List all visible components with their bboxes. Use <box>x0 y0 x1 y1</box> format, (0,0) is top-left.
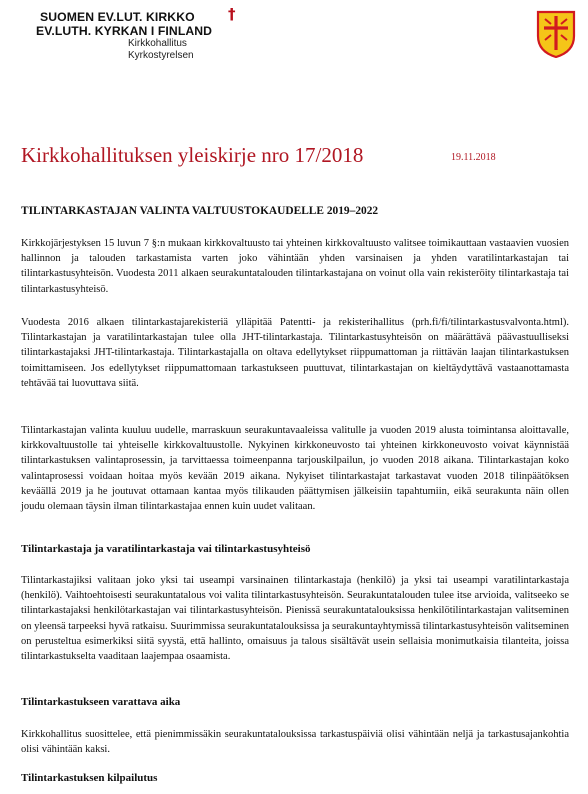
church-coat-of-arms-icon <box>536 10 576 58</box>
org-unit-finnish: Kirkkohallitus <box>128 38 187 49</box>
section-text-auditor-choice: Tilintarkastajiksi valitaan joko yksi tai useampi varsinainen tilintarkastaja (henkilö) ja yksi tai useampi varatilintarkastaja (henkilö). Vaihtoehtoisesti seurakuntatalous voi valita tilintarkastusyhteisön. Seurakuntatalouden tulee itse arvioida, valitseeko se tilintarkastajaksi henkilötarkastajan vai tilintarkastusyhteisön. Pienissä seurakuntatalouksissa henkilötilintarkastajan valitseminen on yleensä tarpeeksi hyvä ratkaisu. Suurimmissa seurakuntatalouksissa ja seurakuntayhtymissä tilintarkastusyhteisön valitseminen on perusteltua esimerkiksi siitä syystä, että hallinto, omaisuus ja talous sisältävät usein sellaisia monimutkaisia tilanteita, joissa tilintarkastukselta vaaditaan laajempaa osaamista. <box>21 575 569 663</box>
org-unit-swedish: Kyrkostyrelsen <box>128 50 194 61</box>
paragraph-1: Kirkkojärjestyksen 15 luvun 7 §:n mukaan kirkkovaltuusto tai yhteinen kirkkovaltuusto valitsee toimikauttaan vastaavien vuosien hallinnon ja talouden tarkastamista varten joko vähintään yhden varsinaisen ja yhden varatilintarkastajan tai tilintarkastusyhteisön. Vuodesta 2011 alkaen seurakuntatalouden tilintarkastajana on voinut olla vain rekisteröity tilintarkastaja tai tilintarkastusyhteisö. <box>21 238 569 295</box>
org-name-swedish: EV.LUTH. KYRKAN I FINLAND <box>36 24 213 38</box>
cross-icon: † <box>228 5 236 23</box>
section-heading-audit-tendering: Tilintarkastuksen kilpailutus <box>21 772 158 784</box>
section-heading-audit-time: Tilintarkastukseen varattava aika <box>21 696 181 708</box>
paragraph-2: Vuodesta 2016 alkaen tilintarkastajarekisteriä ylläpitää Patentti- ja rekisterihallitus (prh.fi/fi/tilintarkastusvalvonta.html). Tilintarkastajan ja varatilintarkastajan tulee olla JHT-tilintarkastaja. Tilintarkastusyhteisön on määrättävä päävastuulliseksi tilintarkastajaksi JHT-tilintarkastaja. Tilintarkastajalla on oltava edellytykset riippumattoman ja riittävän laajan tilintarkastuksen toimittamiseen. Jos edellytykset riippumattomaan tarkastukseen puuttuvat, tilintarkastajan on kieltäydyttävä vastaanottamasta tehtävää tai luovuttava siitä. <box>21 317 569 389</box>
section-heading-auditor-choice: Tilintarkastaja ja varatilintarkastaja vai tilintarkastusyhteisö <box>21 543 311 555</box>
paragraph-3: Tilintarkastajan valinta kuuluu uudelle, marraskuun seurakuntavaaleissa valitulle ja vuoden 2019 alusta toimintansa aloittavalle, kirkkovaltuustolle tai yhteiselle kirkkovaltuustolle. Nykyinen kirkkoneuvosto tai yhteinen kirkkoneuvosto voivat käynnistää tilintarkastuksen valintaprosessin, ja tarvittaessa toimeenpanna tarjouskilpailun, jo vuoden 2018 aikana. Tilintarkastajan koko valintaprosessi voidaan hoitaa myös kevään 2019 aikana. Nykyiset tilintarkastajat tarkastavat vuoden 2018 tilinpäätöksen keväällä 2019 ja he joutuvat ottamaan kantaa myös tilikauden päättymisen jälkeisiin tapahtumiin, eikä seurakunta näin ollen joudu olemaan täysin ilman tilintarkastajaa ennen kuin uudet valitaan. <box>21 425 569 513</box>
org-name-finnish: SUOMEN EV.LUT. KIRKKO <box>40 10 195 24</box>
main-heading: TILINTARKASTAJAN VALINTA VALTUUSTOKAUDELLE 2019–2022 <box>21 205 379 217</box>
page-title: Kirkkohallituksen yleiskirje nro 17/2018 <box>21 143 364 167</box>
section-text-audit-time: Kirkkohallitus suosittelee, että pienimmissäkin seurakuntatalouksissa tarkastuspäiviä olisi vähintään neljä ja tarkastusajankohtia olisi vähintään kaksi. <box>21 729 569 756</box>
organization-header <box>36 5 236 62</box>
document-date: 19.11.2018 <box>451 152 496 163</box>
